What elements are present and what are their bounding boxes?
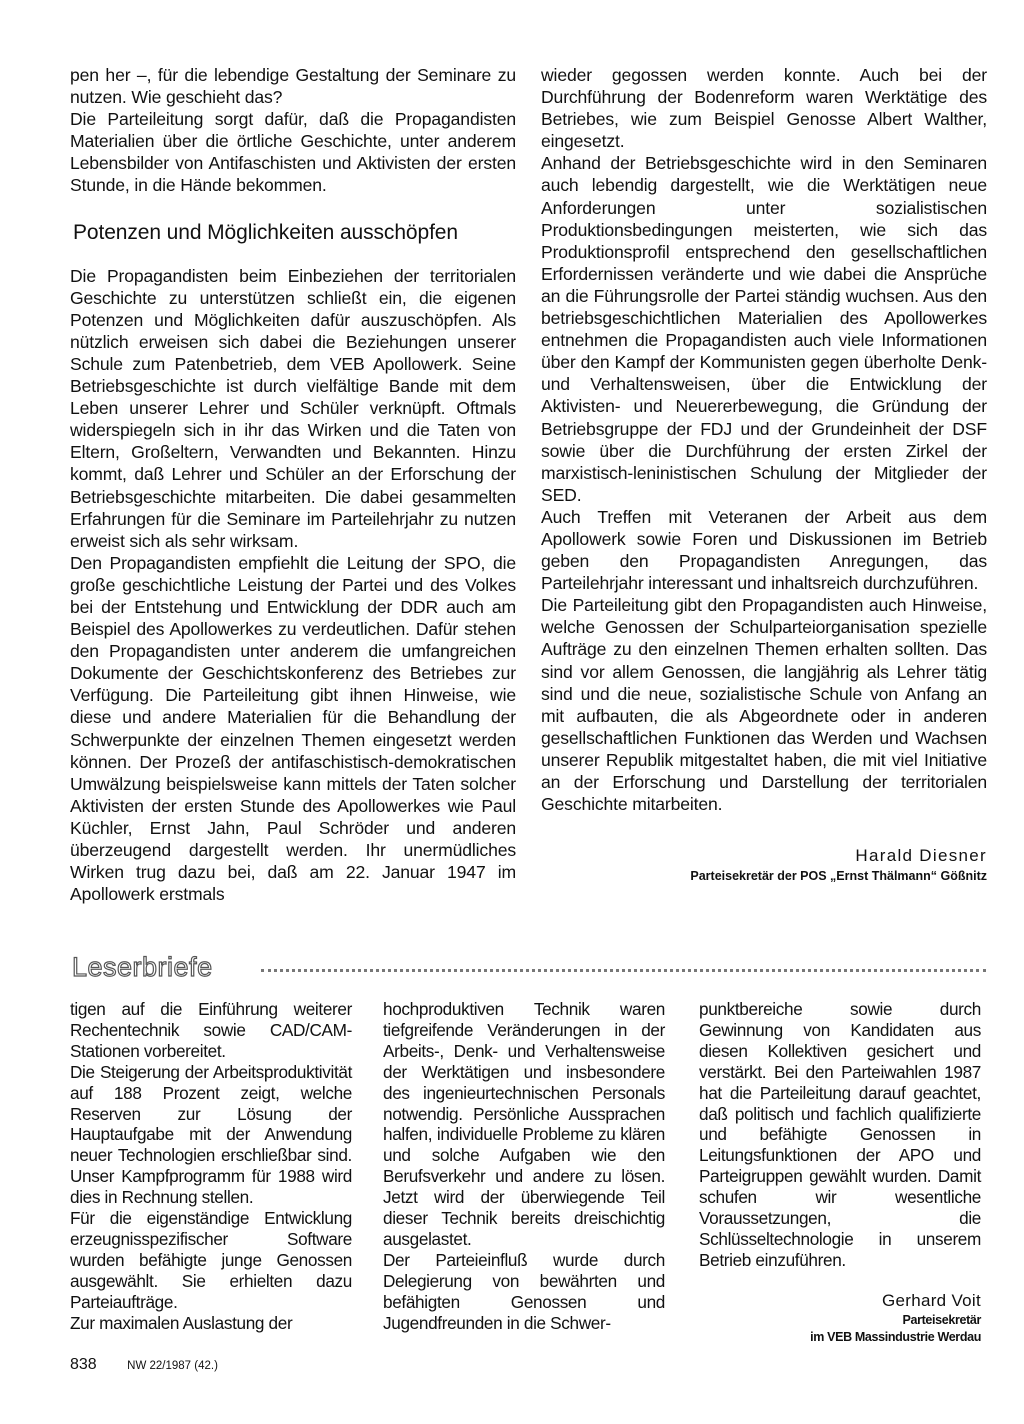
section-divider <box>261 969 986 972</box>
section-title: Leserbriefe <box>72 952 213 982</box>
letters-column-3 <box>699 999 981 1346</box>
paragraph: Den Propagandisten empfiehlt die Leitung der SPO, die große geschichtliche Leistung der Partei und des Volkes bei der Entstehung und Entwicklung der DDR auch am Beispiel des Apollowerkes zu verdeutlichen. Dafür stehen den Propagandisten unter anderem die umfangreichen Dokumente der Geschichtskonferenz des Betriebes zur Verfügung. Die Parteileitung gibt ihnen Hinweise, wie diese und andere Materialien für die Behandlung der Schwerpunkte der einzelnen Themen eingesetzt werden können. Der Prozeß der antifaschistisch-demokratischen Umwälzung beispielsweise kann mittels der Taten solcher Aktivisten der ersten Stunde des Apollowerkes wie Paul Küchler, Ernst Jahn, Paul Schröder und anderen überzeugend dargestellt werden. Ihr unermüdliches Wirken trug dazu bei, daß am 22. Januar 1947 im Apollowerk erstmals <box>70 552 516 905</box>
paragraph: punktbereiche sowie durch Gewinnung von Kandidaten aus diesen Kollektiven gesichert und verstärkt. Bei den Parteiwahlen 1987 hat die Parteileitung darauf geachtet, daß politisch und fachlich qualifizierte und befähigte Genossen in Leitungsfunktionen der APO und Parteigruppen gewählt wurden. Damit schufen wir wesentliche Voraussetzungen, die Schlüsseltechnologie in unserem Betrieb einzuführen. <box>699 999 981 1270</box>
section-header <box>36 950 986 984</box>
paragraph: hochproduktiven Technik waren tiefgreifende Veränderungen in der Arbeits-, Denk- und Verhaltensweise der Werktätigen und insbesondere des ingenieurtechnischen Personals notwendig. Persönliche Aussprachen halfen, individuelle Probleme zu klären und solche Aufgaben wie den Berufsverkehr und andere zu lösen. Jetzt wird der überwiegende Teil dieser Technik bereits dreischichtig ausgelastet. <box>383 999 665 1249</box>
paragraph: Anhand der Betriebsgeschichte wird in den Seminaren auch lebendig dargestellt, wie die Werktätigen neue Anforderungen unter sozialistischen Produktionsbedingungen meisterten, wie sich das Produktionsprofil entsprechend den gesellschaftlichen Erfordernissen veränderte und wie dabei die Ansprüche an die Führungsrolle der Partei ständig wuchsen. Aus den betriebsgeschichtlichen Materialien des Apollowerkes entnehmen die Propagandisten auch viele Informationen über den Kampf der Kommunisten gegen überholte Denk- und Verhaltensweisen, über die Entwicklung der Aktivisten- und Neuererbewegung, die Gründung der Betriebsgruppe der FDJ und der Grundeinheit der DSF sowie über die Durchführung der ersten Zirkel der marxistisch-leninistischen Schulung der Mitglieder der SED. <box>541 153 987 505</box>
paragraph: tigen auf die Einführung weiterer Rechentechnik sowie CAD/CAM-Stationen vorbereitet. <box>70 999 352 1061</box>
letter-author-role: Parteisekretär <box>902 1312 981 1327</box>
paragraph: wieder gegossen werden konnte. Auch bei der Durchführung der Bodenreform waren Werktätige des Betriebes, wie zum Beispiel Genosse Albert Walther, eingesetzt. <box>541 65 987 152</box>
letter-author-name: Gerhard Voit <box>881 1290 981 1310</box>
paragraph: Die Propagandisten beim Einbeziehen der territorialen Geschichte zu unterstützen schließt ein, die eigenen Potenzen und Möglichkeiten dafür auszuschöpfen. Als nützlich erweisen sich dabei die Beziehungen unserer Schule zum Patenbetrieb, dem VEB Apollowerk. Seine Betriebsgeschichte ist durch vielfältige Bande mit dem Leben unserer Lehrer und Schüler verknüpft. Oftmals widerspiegeln sich in ihr das Wirken und die Taten von Eltern, Großeltern, Verwandten und Bekannten. Hinzu kommt, daß Lehrer und Schüler an der Erforschung der Betriebsgeschichte mitarbeiten. Die dabei gesammelten Erfahrungen für die Seminare im Parteilehrjahr zu nutzen erweist sich als sehr wirksam. <box>70 265 516 551</box>
paragraph: Die Steigerung der Arbeitsproduktivität auf 188 Prozent zeigt, welche Reserven zur Lösung der Hauptaufgabe mit der Anwendung neuer Technologien erschließbar sind. Unser Kampfprogramm für 1988 wird dies in Rechnung stellen. <box>70 1061 352 1208</box>
issue-reference: NW 22/1987 (42.) <box>127 1360 218 1372</box>
author-name: Harald Diesner <box>855 846 987 866</box>
paragraph: pen her –, für die lebendige Gestaltung der Seminare zu nutzen. Wie geschieht das? <box>70 65 516 108</box>
paragraph: Die Parteileitung gibt den Propagandisten auch Hinweise, welche Genossen der Schulparteiorganisation spezielle Aufträge zu den einzelnen Themen erhalten sollten. Das sind vor allem Genossen, die langjährig als Lehrer tätig sind und die neue, sozialistische Schule von Anfang an mit aufbauten, die als Abgeordnete oder in anderen gesellschaftlichen Funktionen das Werden und Wachsen unserer Republik mitgestaltet haben, die mit viel Initiative an der Erforschung und Darstellung der territorialen Geschichte mitarbeiten. <box>541 595 987 815</box>
paragraph: Zur maximalen Auslastung der <box>70 1312 293 1333</box>
paragraph: Die Parteileitung sorgt dafür, daß die Propagandisten Materialien über die örtliche Geschichte, unter anderem Lebensbilder von Antifaschisten und Aktivisten der ersten Stunde, in die Hände bekommen. <box>70 109 516 196</box>
article-right-column <box>541 64 987 885</box>
paragraph: Der Parteieinfluß wurde durch Delegierung von bewährten und befähigten Genossen und Jugendfreunden in die Schwer- <box>383 1249 665 1333</box>
paragraph: Für die eigenständige Entwicklung erzeugnisspezifischer Software wurden befähigte junge Genossen ausgewählt. Sie erhielten dazu Parteiaufträge. <box>70 1208 352 1312</box>
paragraph: Auch Treffen mit Veteranen der Arbeit aus dem Apollowerk sowie Foren und Diskussionen im Betrieb geben den Propagandisten Anregungen, das Parteilehrjahr interessant und inhaltsreich durchzuführen. <box>541 506 987 594</box>
article-left-column <box>70 64 516 905</box>
author-role: Parteisekretär der POS „Ernst Thälmann“ Gößnitz <box>690 869 987 884</box>
letters-column-2 <box>383 999 665 1334</box>
letter-author-role: im VEB Massindustrie Werdau <box>810 1329 981 1344</box>
page-footer <box>70 1356 218 1374</box>
article-subheading: Potenzen und Möglichkeiten ausschöpfen <box>73 220 458 244</box>
page-number: 838 <box>70 1356 97 1373</box>
letters-column-1 <box>70 999 352 1334</box>
